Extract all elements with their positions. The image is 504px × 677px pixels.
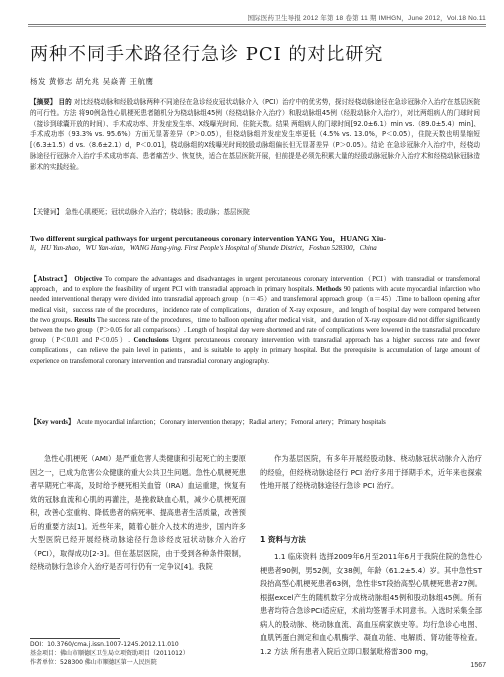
- body-column-left: 急性心肌梗死（AMI）是严重危害人类健康和引起死亡的主要原因之一，已成为危害公众健康的重大公共卫生问题。急性心肌梗死患者早期死亡率高，及时给予梗死相关血管（IRA）血运重建，恢复有效的冠脉血流和心肌的再灌注，是挽救缺血心肌，减少心肌梗死面积，改善心室重构、降低患者的病死率、提高患者生活质量，改善预后的重要方法[1]。近些年来，随着心脏介入技术的进步，国内许多大型医院已经开展经桡动脉途径行急诊经皮冠状动脉介入治疗（PCI），取得成功[2-3]。但在基层医院，由于受到各种条件限制，经桡动脉行急诊介入治疗是否可行仍有一定争议[4]。我院: [30, 454, 246, 571]
- en-results-text: The success rate of the procedures，time to balloon opening after medical visit，and duration of X-ray exposure did not differ significantly between the two group（P＞0.05 for all comparisons）. Length of hospital day were shortened and rate of complications were lowered in the transradial procedure group（P＜0.01 and P＜0.05）.: [30, 316, 480, 345]
- author-list: 杨发 黄修志 胡允兆 吴焱菁 王航鹰: [30, 77, 154, 86]
- section-heading-materials-methods: 1 资料与方法: [260, 535, 306, 544]
- body-column-right-methods: 1.1 临床资料 选择2009年6月至2011年6月于我院住院的急性心梗患者90例，男52例，女38例，年龄（61.2±5.4）岁。其中急性ST段抬高型心肌梗死患者63例，急性非ST段抬高型心肌梗死患者27例。根据excel产生的随机数字分成桡动脉组45例和股动脉组45例。所有患者均符合急诊PCI适应症，术前均签署手术同意书。入选时采集全部病人的股动脉、桡动脉血流、高血压病家族史等。均行急诊心电图、血肌钙蛋白测定和血心肌酶学、凝血功能、电解质、肾功能等检查。1.2 方法 所有患者入院后立即口服氯吡格雷300 mg，: [260, 552, 482, 656]
- running-header: [0, 10, 504, 24]
- page-number: 1567: [470, 662, 486, 669]
- body-column-right: 作为基层医院，有多年开展经股动脉、桡动脉冠状动脉介入治疗的经验，但经桡动脉途径行 PCI 治疗多用于择期手术，近年来也探索性地开展了经桡动脉途径行急诊 PCI 治疗。: [260, 454, 482, 490]
- chinese-keywords: 【关键词】 急性心肌梗死；冠状动脉介入治疗；桡动脉；股动脉；基层医院: [30, 208, 250, 216]
- en-keywords-text: Acute myocardial infarction；Coronary intervention therapy；Radial artery；Femoral artery；Primary hospitals: [74, 419, 386, 426]
- en-results-label: Results: [74, 316, 96, 324]
- footnote: DOI：10.3760/cma.j.issn.1007-1245.2012.11.010 基金项目：佛山市顺德区卫生局立项资助项目（2011012） 作者单位：528300 佛山市顺德区第一人民医院: [30, 641, 189, 666]
- en-methods-text: 90 patients with acute myocardial infarction who needed interventional therapy were divided into transradial approach group（n＝45）and transfemoral approach group（n＝45）.Time to balloon opening after medical visit，success rate of the procedures，incidence rate of complications，duration of X-ray exposure，and length of hospital day were compared between the two groups.: [30, 286, 480, 324]
- english-title: Two different surgical pathways for urgent percutaneous coronary intervention YANG You，HUANG Xiu-: [30, 234, 386, 243]
- article-title: 两种不同手术路径行急诊 PCI 的对比研究: [30, 44, 384, 65]
- header-rule-thin: [28, 26, 486, 27]
- en-keywords-label: 【Key words】: [30, 419, 75, 426]
- en-objective-label: Objective: [74, 276, 103, 283]
- objective-label: 目的: [58, 98, 72, 106]
- english-keywords: [30, 418, 480, 428]
- abstract-label: 【摘要】: [30, 98, 57, 106]
- chinese-abstract: [30, 97, 480, 173]
- english-abstract: [30, 275, 480, 367]
- footnote-rule: [30, 638, 120, 639]
- english-authors: li，HU Yun-zhao，WU Yan-xian，WANG Hang-ying. First People's Hospital of Shunde District，Foshan 528300，China: [30, 244, 377, 252]
- chinese-abstract-text: 对比经桡动脉和经股动脉两种不同途径在急诊经皮冠状动脉介入（PCI）治疗中的优劣势，探讨经桡动脉途径在急诊冠脉介入治疗在基层医院的可行性。方法 将90例急性心肌梗死患者随机分为桡动脉组45例（经桡动脉介入治疗）和股动脉组45例（经股动脉介入治疗），对比两组病人的门球时间（接诊到球囊开放的时间）、手术成功率、并发症发生率、X线曝光时间、住院天数。结果 两组病人的门球时间[92.0±6.1）min vs.（89.0±5.4）min]、手术成功率（93.3% vs. 95.6%）方面无显著差异（P＞0.05），但桡动脉组并发症发生率更低（4.5% vs. 13.0%，P＜0.05），住院天数也明显缩短[（6.3±1.5）d vs.（8.6±2.1）d，P＜0.01]，桡动脉组的X线曝光时间较股动脉组偏长但无显著差异（P＞0.05）。结论 在急诊冠脉介入治疗中，经桡动脉途径行冠脉介入治疗手术成功率高、患者痛苦少、恢复快，适合在基层医院开展，但前提是必须先积累大量的经股动脉冠脉介入治疗术和经桡动脉冠脉造影术的实践经验。: [30, 98, 481, 171]
- en-conclusions-text: Urgent percutaneous coronary intervention with transradial approach has a higher success rate and fewer complications，can relieve the pain level in patients，and is suitable to apply in primary hospital. But the prerequisite is accumulation of large amount of experience on transfemoral coronary intervention and transradial coronary angiography.: [30, 337, 480, 365]
- en-conclusions-label: Conclusions: [133, 337, 169, 345]
- en-abstract-label: 【Abstract】: [30, 276, 72, 283]
- header-rule: [28, 24, 486, 25]
- en-methods-label: Methods: [316, 286, 342, 294]
- running-head-text: 国际医药卫生导报 2012 年第 18 卷第 11 期 IMHGN，June 2012，Vol.18 No.11: [247, 14, 486, 22]
- en-objective-text: To compare the advantages and disadvantages in urgent percutaneous coronary intervention（PCI）with transradial or transfemoral approach，and to explore the feasibility of urgent PCI with transradial approach in primary hospitals.: [30, 276, 481, 294]
